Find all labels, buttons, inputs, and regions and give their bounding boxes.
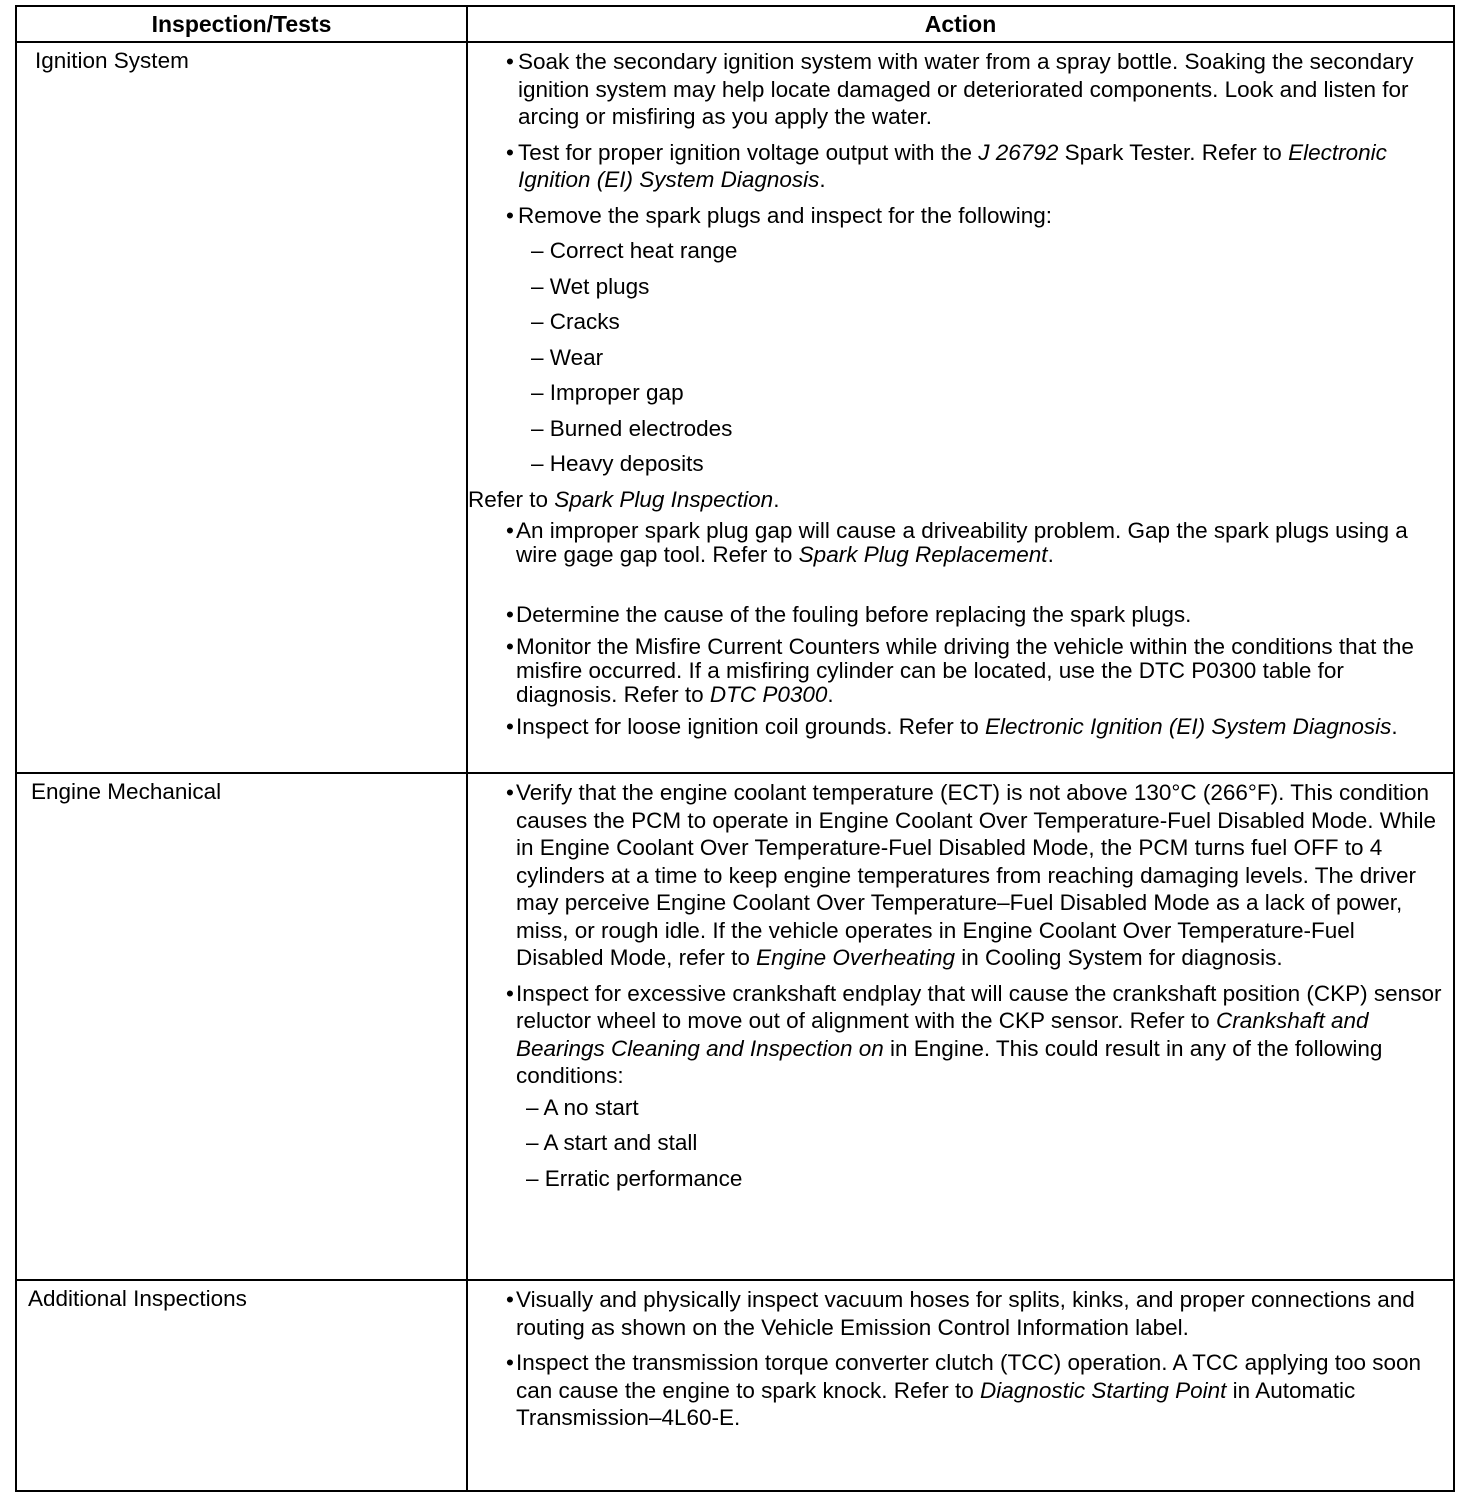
- list-item: • An improper spark plug gap will cause a driveability problem. Gap the spark plugs using a wire gage gap tool. Refer to Spark Plug Replacement.: [476, 519, 1443, 567]
- sub-list-item: – Erratic performance: [526, 1165, 743, 1191]
- action-cell-engine: [467, 773, 1454, 1280]
- header-action: Action: [467, 6, 1454, 42]
- row-label-ignition: Ignition System: [16, 42, 467, 773]
- sub-list-item: – Correct heat range: [531, 238, 738, 263]
- list-item: • Verify that the engine coolant temperature (ECT) is not above 130°C (266°F). This condition causes the PCM to operate in Engine Coolant Over Temperature-Fuel Disabled Mode. While in Engine Coolant Over Temperature-Fuel Disabled Mode, the PCM turns fuel OFF to 4 cylinders at a time to keep engine temperatures from reaching damaging levels. The driver may perceive Engine Coolant Over Temperature–Fuel Disabled Mode as a lack of power, miss, or rough idle. If the vehicle operates in Engine Coolant Over Temperature-Fuel Disabled Mode, refer to Engine Overheating in Cooling System for diagnosis.: [476, 779, 1443, 972]
- table-row-ignition: [16, 42, 1454, 773]
- sub-list-item: – Wet plugs: [531, 273, 650, 299]
- sub-list-item: – A no start: [526, 1094, 639, 1120]
- table-row-additional: [16, 1280, 1454, 1491]
- action-cell-additional: [467, 1280, 1454, 1491]
- header-row: [16, 6, 1454, 42]
- list-item: • Monitor the Misfire Current Counters while driving the vehicle within the conditions that the misfire occurred. If a misfiring cylinder can be located, use the DTC P0300 table for diagnosis. Refer to DTC P0300.: [476, 635, 1443, 707]
- list-item: • Inspect the transmission torque converter clutch (TCC) operation. A TCC applying too soon can cause the engine to spark knock. Refer to Diagnostic Starting Point in Automatic Transmission–4L60-E.: [476, 1349, 1443, 1432]
- sub-list-item: – A start and stall: [526, 1130, 698, 1155]
- list-item: • Visually and physically inspect vacuum hoses for splits, kinks, and proper connections and routing as shown on the Vehicle Emission Control Information label.: [476, 1286, 1443, 1341]
- row-label-engine: Engine Mechanical: [16, 773, 467, 1280]
- refer-text: Refer to Spark Plug Inspection.: [468, 486, 780, 512]
- sub-list: [476, 237, 1443, 477]
- inspection-table: [15, 5, 1455, 1492]
- sub-list-item: – Burned electrodes: [531, 415, 733, 441]
- sub-list: [476, 1094, 1443, 1192]
- list-item: • Remove the spark plugs and inspect for the following:: [476, 202, 1443, 230]
- sub-list-item: – Wear: [531, 344, 604, 370]
- list-item: • Test for proper ignition voltage output with the J 26792 Spark Tester. Refer to Electronic Ignition (EI) System Diagnosis.: [476, 139, 1443, 194]
- list-item: • Inspect for loose ignition coil grounds. Refer to Electronic Ignition (EI) System Diagnosis.: [476, 715, 1443, 739]
- sub-list-item: – Cracks: [531, 309, 620, 334]
- row-label-additional: Additional Inspections: [16, 1280, 467, 1491]
- sub-list-item: – Heavy deposits: [531, 451, 704, 476]
- list-item: • Soak the secondary ignition system with water from a spray bottle. Soaking the secondary ignition system may help locate damaged or deteriorated components. Look and listen for arcing or misfiring as you apply the water.: [476, 48, 1443, 131]
- list-item: • Determine the cause of the fouling before replacing the spark plugs.: [476, 603, 1443, 627]
- table-row-engine: [16, 773, 1454, 1280]
- header-inspection-tests: Inspection/Tests: [16, 6, 467, 42]
- action-cell-ignition: [467, 42, 1454, 773]
- list-item: • Inspect for excessive crankshaft endplay that will cause the crankshaft position (CKP) sensor reluctor wheel to move out of alignment with the CKP sensor. Refer to Crankshaft and Bearings Cleaning and Inspection on in Engine. This could result in any of the following conditions:: [476, 980, 1443, 1090]
- sub-list-item: – Improper gap: [531, 380, 684, 405]
